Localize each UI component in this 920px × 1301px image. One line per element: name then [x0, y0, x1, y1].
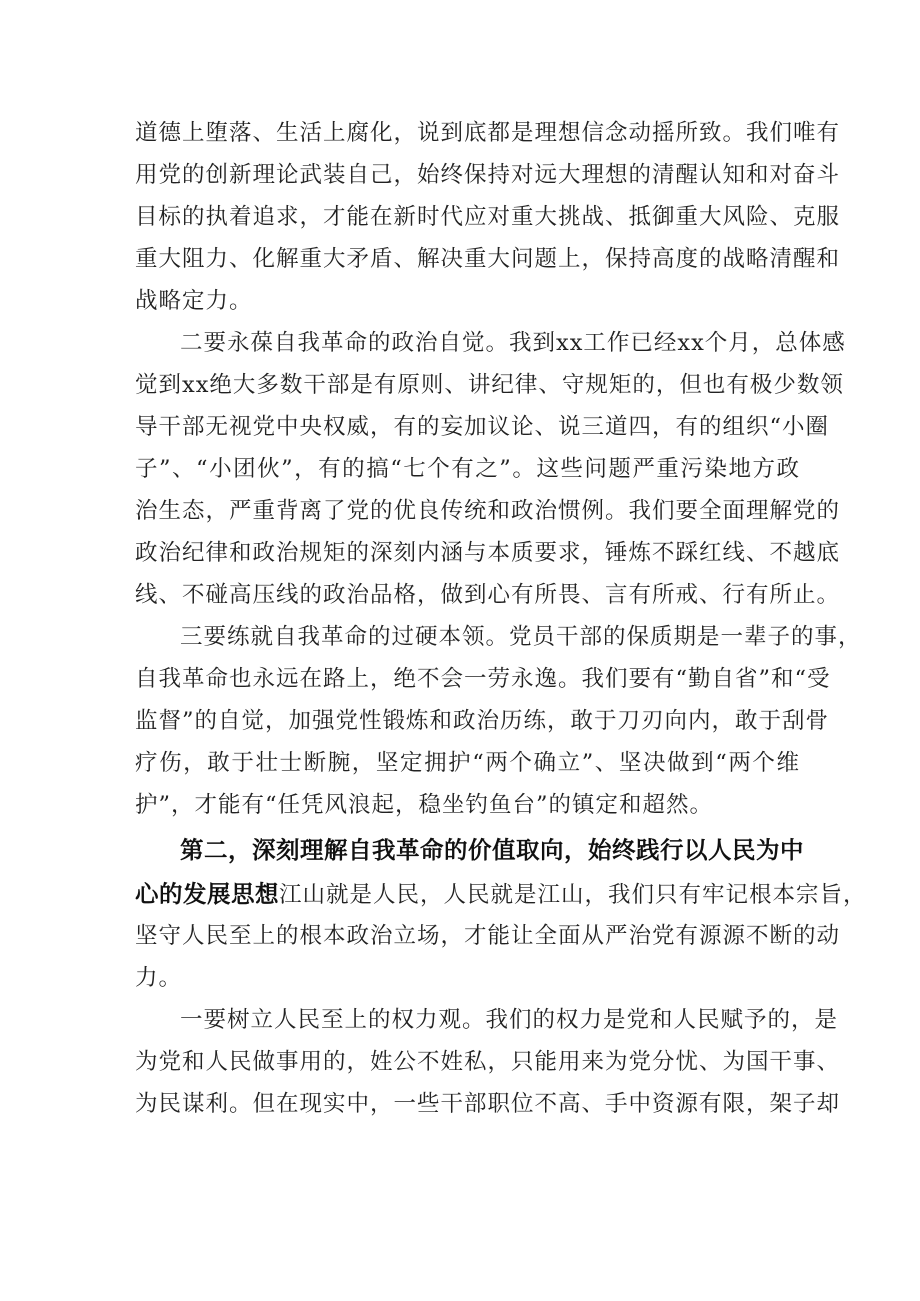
paragraph-line: 三要练就自我革命的过硬本领。党员干部的保质期是一辈子的事，: [180, 624, 862, 650]
paragraph-line: 重大阻力、化解重大矛盾、解决重大问题上，保持高度的战略清醒和: [135, 246, 841, 272]
document-body: [135, 112, 867, 1125]
paragraph-line: 治生态，严重背离了党的优良传统和政治惯例。我们要全面理解党的: [135, 498, 841, 524]
paragraph-line: 政治纪律和政治规矩的深刻内涵与本质要求，锤炼不踩红线、不越底: [135, 540, 841, 566]
paragraph-line: 导干部无视党中央权威，有的妄加议论、说三道四，有的组织“小圈: [135, 414, 830, 440]
paragraph-line: 疗伤，敢于壮士断腕，坚定拥护“两个确立”、坚决做到“两个维: [135, 750, 800, 776]
paragraph-line: 二要永葆自我革命的政治自觉。我到xx工作已经xx个月，总体感: [180, 330, 846, 356]
paragraph-line: 用党的创新理论武装自己，始终保持对远大理想的清醒认知和对奋斗: [135, 162, 841, 188]
paragraph-line: 道德上堕落、生活上腐化，说到底都是理想信念动摇所致。我们唯有: [135, 120, 841, 146]
section-heading-mixed-line: [135, 873, 867, 915]
paragraph-line: 战略定力。: [135, 288, 253, 314]
paragraph-line: 为民谋利。但在现实中，一些干部职位不高、手中资源有限，架子却: [135, 1091, 841, 1117]
section-heading-line: 第二，深刻理解自我革命的价值取向，始终践行以人民为中: [180, 836, 804, 864]
paragraph-line: 觉到xx绝大多数干部是有原则、讲纪律、守规矩的，但也有极少数领: [135, 372, 844, 398]
paragraph-line: 一要树立人民至上的权力观。我们的权力是党和人民赋予的，是: [180, 1007, 839, 1033]
heading-followup-text: 江山就是人民，人民就是江山，我们只有牢记根本宗旨，: [279, 882, 867, 908]
section-heading-continuation: 心的发展思想: [135, 880, 279, 908]
paragraph-line: 为党和人民做事用的，姓公不姓私，只能用来为党分忧、为国干事、: [135, 1049, 841, 1075]
paragraph-line: 线、不碰高压线的政治品格，做到心有所畏、言有所戒、行有所止。: [135, 582, 841, 608]
paragraph-line: 监督”的自觉，加强党性锻炼和政治历练，敢于刀刃向内，敢于刮骨: [135, 708, 830, 734]
paragraph-line: 护”，才能有“任凭风浪起，稳坐钓鱼台”的镇定和超然。: [135, 792, 714, 818]
paragraph-line: 力。: [135, 965, 183, 991]
paragraph-line: 子”、“小团伙”，有的搞“七个有之”。这些问题严重污染地方政: [135, 456, 800, 482]
paragraph-line: 自我革命也永远在路上，绝不会一劳永逸。我们要有“勤自省”和“受: [135, 666, 831, 692]
paragraph-line: 坚守人民至上的根本政治立场，才能让全面从严治党有源源不断的动: [135, 923, 841, 949]
paragraph-line: 目标的执着追求，才能在新时代应对重大挑战、抵御重大风险、克服: [135, 204, 841, 230]
